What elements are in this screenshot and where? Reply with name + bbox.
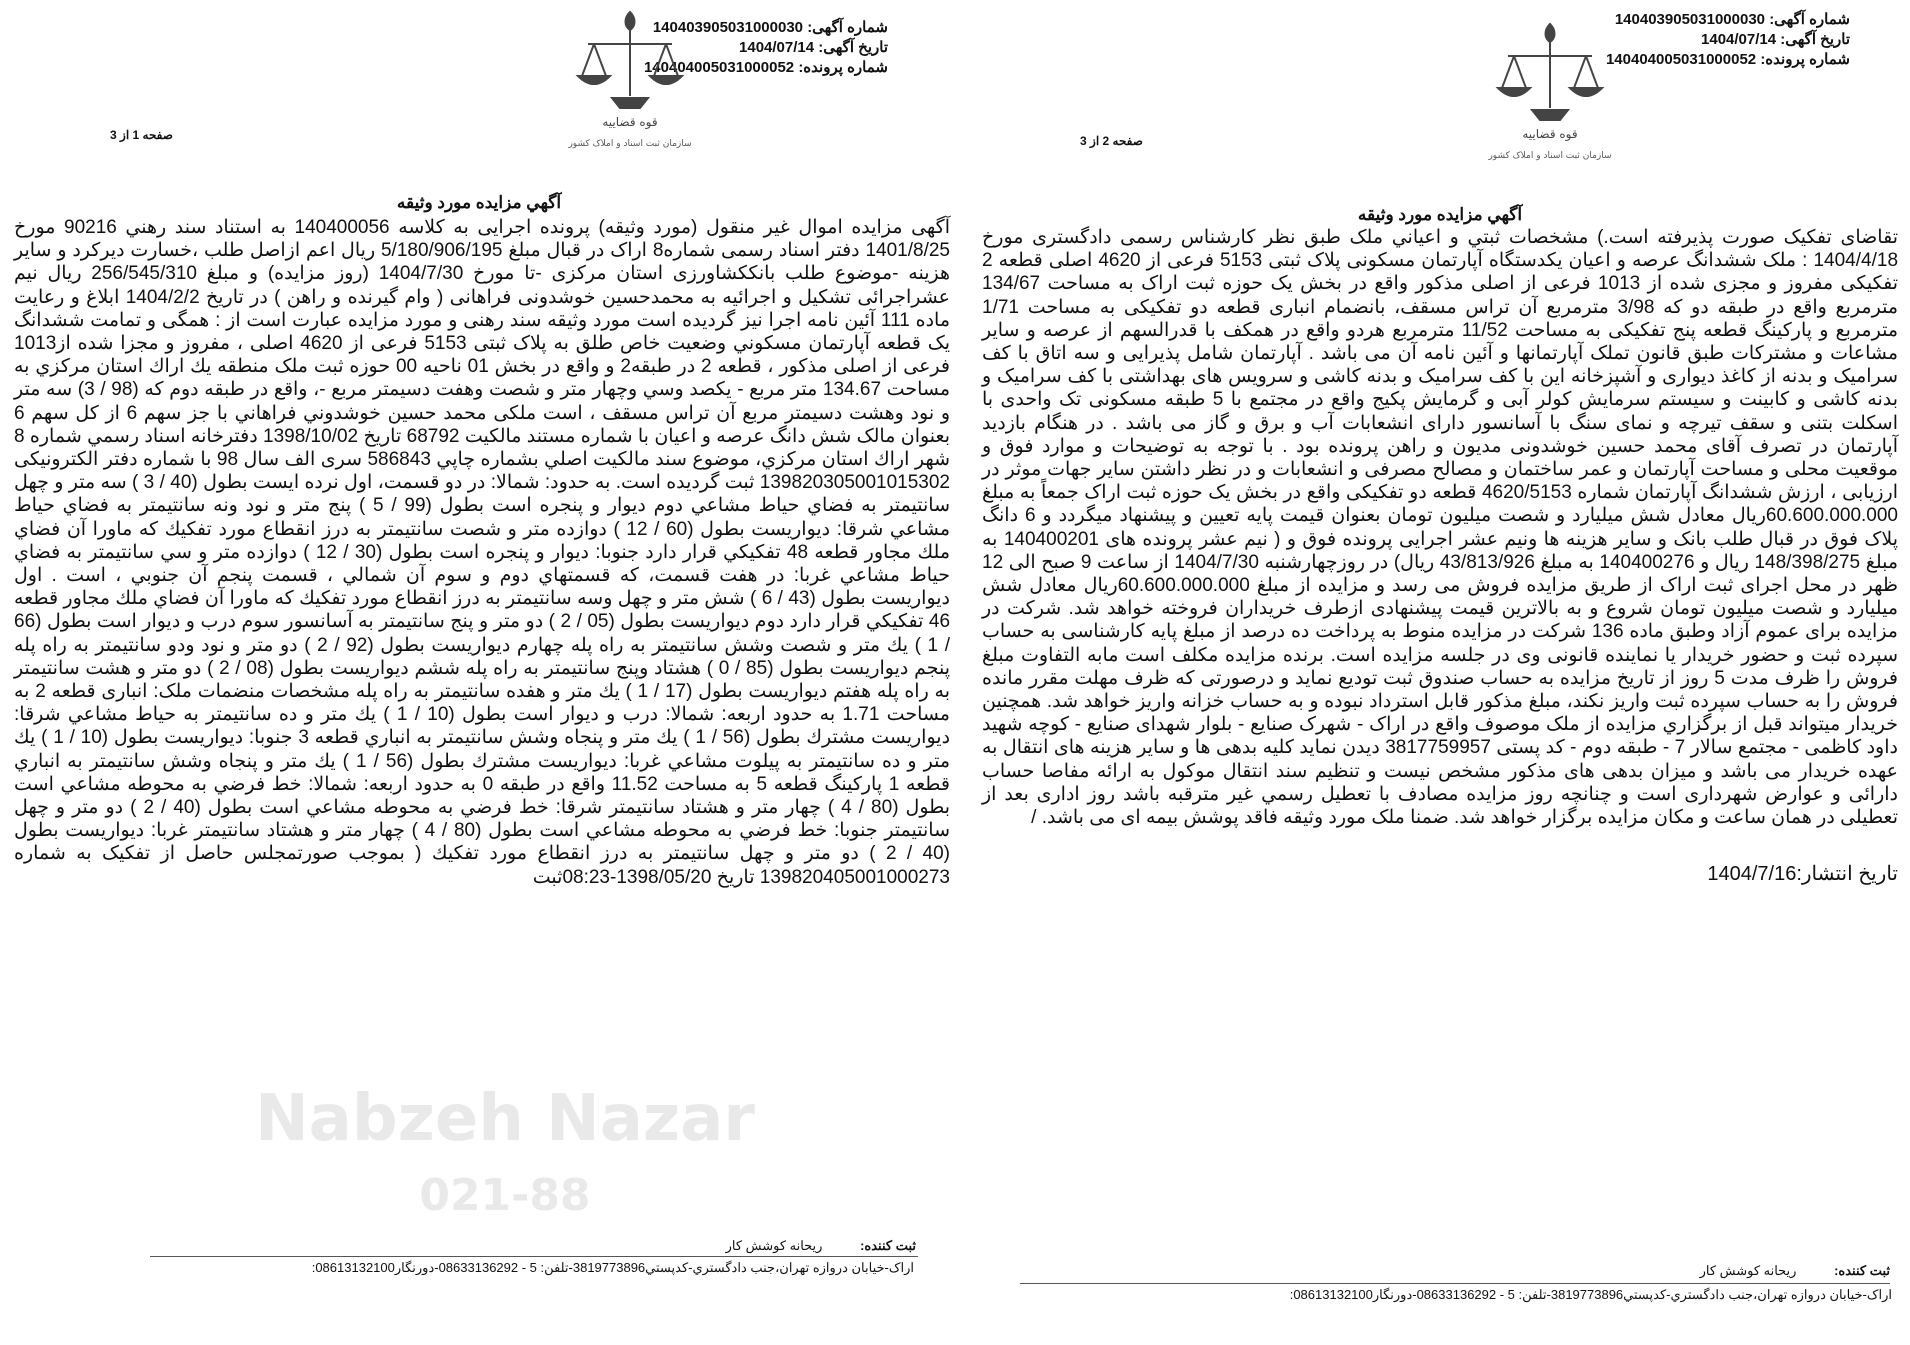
- emblem-org-name: قوه قضاییه: [1522, 127, 1578, 141]
- footer-address: اراک-خیابان دروازه تهران،جنب دادگستري-کدپستي3819773896-تلفن: 5 - 08633136292-دورنگار08613132100:: [311, 1260, 914, 1275]
- watermark-brand: Nabzeh Nazar: [255, 1082, 755, 1156]
- notice-page-2: [970, 0, 1910, 1345]
- case-number-label: شماره پرونده:: [798, 59, 888, 76]
- notice-meta: [1606, 10, 1850, 70]
- judiciary-emblem-icon: [1480, 16, 1620, 166]
- notice-body: [982, 226, 1898, 886]
- case-number: 140404005031000052: [643, 59, 795, 76]
- footer-divider: [1020, 1283, 1890, 1284]
- case-number: 140404005031000052: [1605, 51, 1757, 68]
- registrar-name: ریحانه کوشش کار: [725, 1238, 823, 1253]
- watermark-phone: 021-88: [419, 1170, 591, 1221]
- notice-body-text: تقاضای تفکیک صورت پذیرفته است.) مشخصات ثبتي و اعياني ملک طبق نظر کارشناس رسمی دادگستری مورخ 1404/4/18 : ملک ششدانگ عرصه و اعیان یکدستگاه آپارتمان مسکونی پلاک ثبتی 5153 فرعی از 4620 اصلی قطعه 2 تفکیکی مفروز و مجزی شده از 1013 فرعی از اصلی مذکور واقع در بخش یک حوزه ثبت اراک به مساحت 134/67 مترمربع واقع در طبقه دو که 3/98 مترمربع آن تراس مسقف، بانضمام انباری قطعه دو تفکیکی به مساحت 1/71 مترمربع و پارکینگ قطعه پنج تفکیکی به مساحت 11/52 مترمربع هردو واقع در همکف با قدرالسهم از عرصه و سایر مشاعات و مشترکات طبق قانون تملک آپارتمانها و آئین نامه آن می باشد . آپارتمان شامل پذیرایی و سه اتاق با کف سرامیک و بدنه از کاغذ دیواری و آشپزخانه این با کف سرامیک و بدنه کاشی و سرویس های بهداشتی با کف سرامیک و بدنه کاشی و کابینت و سیستم سرمایش کولر آبی و گرمایش پکیج واقع در مجتمع با 5 طبقه مسکونی تک واحدی با اسکلت بتنی و سقف تیرچه و نمای سنگ با آسانسور دارای انشعابات آب و برق و گاز می باشد . در هنگام بازدید آپارتمان در تصرف آقای محمد حسین خوشدونی مدیون و راهن پرونده بود . با توجه به توضیحات و موارد فوق و موقعیت محلی و مساحت آپارتمان و عمر ساختمان و مصالح مصرفی و انشعابات و در نظر داشتن سایر جهات موثر در ارزیابی ، ارزش ششدانگ آپارتمان شماره 4620/5153 قطعه دو تفکیکی واقع در بخش یک حوزه ثبت اراک جمعاً به مبلغ 60.600.000.000ريال معادل شش میلیارد و شصت میلیون تومان بعنوان قیمت پایه تعیین و پیشنهاد میگردد و 6 دانگ پلاک فوق در قبال طلب بانک و سایر هزینه ها ونیم عشر اجرایی پرونده فوق و ( نیم عشر پرونده های 140400201 به مبلغ 148/398/275 ریال و 140400276 به مبلغ 43/813/926 ریال) در روزچهارشنبه 1404/7/30 از ساعت 9 صبح الی 12 ظهر در محل اجرای ثبت اراک از طریق مزایده فروش می رسد و مزایده از مبلغ 60.600.000.000ريال معادل شش میلیارد و شصت میلیون تومان شروع و به بالاترین قیمت پیشنهادی ازطرف خریداران فروخته خواهد شد. شرکت در مزایده برای عموم آزاد وطبق ماده 136 شرکت در مزایده منوط به پرداخت ده درصد از مبلغ پایه کارشناسی به حساب سپرده ثبت و حضور خریدار یا نماینده قانونی وی در جلسه مزایده است. برنده مزایده مکلف است مابه التفاوت مبلغ فروش را ظرف مدت 5 روز از تاریخ مزایده به حساب صندوق ثبت تودیع نماید و درصورتی که ظرف مهلت مقرر مانده فروش را به حساب سپرده ثبت واریز نکند، مبلغ مذکور قابل استرداد نبوده و به حساب خزانه واریز خواهد شد. همچنین خریدار میتواند قبل از برگزاري مزايده از ملک موصوف واقع در اراک - شهرک صنایع - بلوار شهدای صنایع - کوچه شهید داود کاظمی - مجتمع سالار 7 - طبقه دوم - کد پستی 3817759957 دیدن نماید کلیه بدهی ها و سایر هزینه های انتقال به عهده خریدار می باشد و میزان بدهی های مذکور مشخص نیست و تنظیم سند انتقال موکول به ارائه مفاصا حساب دارائی و عوارض شهرداری است و چنانچه روز مزایده مصادف با تعطیل رسمي غير مترقبه باشد روز اداری بعد از تعطیلی در همان ساعت و مکان مزایده برگزار خواهد شد. ضمنا ملک مورد وثیقه فاقد پوشش بیمه ای می باشد. /: [982, 227, 1899, 829]
- registrar: [726, 1238, 916, 1254]
- notice-date: 1404/07/14: [739, 39, 815, 56]
- notice-date-label: تاریخ آگهی:: [818, 39, 888, 56]
- registrar: [1700, 1263, 1890, 1279]
- notice-date: 1404/07/14: [1701, 31, 1777, 48]
- footer-address: اراک-خیابان دروازه تهران،جنب دادگستري-کدپستي3819773896-تلفن: 5 - 08633136292-دورنگار08613132100:: [1289, 1287, 1892, 1302]
- registrar-label: ثبت کننده:: [860, 1238, 916, 1253]
- registrar-label: ثبت کننده:: [1834, 1263, 1890, 1278]
- notice-date-label: تاریخ آگهی:: [1780, 31, 1850, 48]
- notice-number-label: شماره آگهی:: [1769, 11, 1850, 28]
- registrar-name: ریحانه کوشش کار: [1699, 1263, 1797, 1278]
- footer-divider: [150, 1256, 918, 1257]
- publish-date: تاریخ انتشار:1404/7/16: [1707, 863, 1898, 886]
- notice-number-label: شماره آگهی:: [807, 19, 888, 36]
- emblem-sub-org: سازمان ثبت اسناد و املاک کشور: [1488, 151, 1612, 161]
- notice-body: [14, 216, 950, 889]
- notice-number: 140403905031000030: [1614, 11, 1766, 28]
- emblem-sub-org: سازمان ثبت اسناد و املاک کشور: [568, 139, 692, 149]
- notice-number: 140403905031000030: [652, 19, 804, 36]
- case-number-label: شماره پرونده:: [1760, 51, 1850, 68]
- page-number: صفحه 1 از 3: [110, 128, 173, 142]
- page-number: صفحه 2 از 3: [1080, 134, 1143, 148]
- notice-title: آگهي مزايده مورد وثيقه: [1357, 205, 1523, 224]
- judiciary-emblem-icon: [560, 4, 700, 154]
- notice-body-text: آگهی مزایده اموال غیر منقول (مورد وثیقه) پرونده اجرایی به کلاسه 140400056 به استناد سند رهني 90216 مورخ 1401/8/25 دفتر اسناد رسمی شماره8 اراک در قبال مبلغ 5/180/906/195 ریال اعم ازاصل طلب ،خسارت دیرکرد و سایر هزینه -موضوع طلب بانککشاورزی استان مرکزی -تا مورخ 1404/7/30 (روز مزایده) و مبلغ 256/545/310 ریال نیم عشراجرائی تشکیل و اجرائیه به محمدحسین خوشدونی فراهانی ( وام گیرنده و راهن ) در تاریخ 1404/2/2 ابلاغ و رعایت ماده 111 آئین نامه اجرا نیز گردیده است مورد وثیقه سند رهنی و مورد مزایده عبارت است از : همگی و تمامت ششدانگ یک قطعه آپارتمان مسکوني وضعیت خاص طلق به پلاک ثبتی 5153 فرعی از 4620 اصلی ، مفروز و مجزا شده از1013 فرعی از اصلی مذکور ، قطعه 2 در طبقه2 و واقع در بخش 01 ناحیه 00 حوزه ثبت ملک منطقه يك اراك استان مرکزي به مساحت 134.67 متر مربع - يكصد وسي وچهار متر و شصت وهفت دسيمتر مربع -، واقع در طبقه دوم كه (98 / 3) سه متر و نود وهشت دسيمتر مربع آن تراس مسقف ، است ملكی محمد حسين خوشدوني فراهاني با جز سهم 6 از كل سهم 6 بعنوان مالک شش دانگ عرصه و اعيان با شماره مستند مالکیت 68792 تاريخ 1398/10/02 دفترخانه اسناد رسمي شماره 8 شهر اراك استان مركزي، موضوع سند مالکیت اصلي بشماره چاپي 586843 سری الف سال 98 با شماره دفتر الکترونیکی 139820305001015302 ثبت گردیده است. به حدود: شمالا: در دو قسمت، اول نرده ايست بطول (40 / 3 ) سه متر و چهل سانتيمتر به فضاي حياط مشاعي دوم ديوار و پنجره است بطول (99 / 5 ) پنج متر و نود ونه سانتيمتر به فضاي حياط مشاعي شرقا: ديواريست بطول (60 / 12 ) دوازده متر و شصت سانتيمتر به درز انقطاع مورد تفكيك كه ماورا آن فضاي ملك مجاور قطعه 48 تفكيكي قرار دارد جنوبا: ديوار و پنجره است بطول (30 / 12 ) دوازده متر و سي سانتيمتر به فضاي حياط مشاعي غربا: در هفت قسمت، كه قسمتهاي دوم و سوم آن شمالي ، قسمت پنجم آن جنوبي ، است . اول ديواريست بطول (43 / 6 ) شش متر و چهل وسه سانتيمتر به درز انقطاع مورد تفكيك كه ماورا آن فضاي ملك مجاور قطعه 46 تفكيكي قرار دارد دوم ديواريست بطول (05 / 2 ) دو متر و پنج سانتيمتر به آسانسور سوم درب و ديوار است بطول (66 / 1 ) يك متر و شصت وشش سانتيمتر به راه پله چهارم ديواريست بطول (92 / 2 ) دو متر و نود ودو سانتيمتر به راه پله پنجم ديواريست بطول (85 / 0 ) هشتاد وپنج سانتيمتر به راه پله ششم ديواريست بطول (08 / 2 ) دو متر و هشت سانتيمتر به راه پله هفتم ديواريست بطول (17 / 1 ) يك متر و هفده سانتيمتر به راه پله مشخصات منضمات ملک: انباری قطعه 2 به مساحت 1.71 به حدود اربعه: شمالا: درب و ديوار است بطول (10 / 1 ) يك متر و ده سانتيمتر به حياط مشاعي شرقا: ديواريست مشترك بطول (56 / 1 ) يك متر و پنجاه وشش سانتيمتر به انباري قطعه 3 جنوبا: ديواريست بطول (10 / 1 ) يك متر و ده سانتيمتر به پيلوت مشاعي غربا: ديواريست مشترك بطول (56 / 1 ) يك متر و پنجاه وشش سانتيمتر به انباري قطعه 1 پارکینگ قطعه 5 به مساحت 11.52 واقع در طبقه 0 به حدود اربعه: شمالا: خط فرضي به محوطه مشاعي است بطول (80 / 4 ) چهار متر و هشتاد سانتيمتر شرقا: خط فرضي به محوطه مشاعي است بطول (40 / 2 ) دو متر و چهل سانتيمتر جنوبا: خط فرضي به محوطه مشاعي است بطول (80 / 4 ) چهار متر و هشتاد سانتيمتر غربا: ديواريست بطول (40 / 2 ) دو متر و چهل سانتيمتر به درز انقطاع مورد تفكيك ( بموجب صورتمجلس حاصل از تفکیک به شماره 139820405001000273 تاریخ 1398/05/20-08:23ثبت: [14, 217, 951, 888]
- emblem-org-name: قوه قضاییه: [602, 115, 658, 129]
- notice-title: آگهي مزايده مورد وثيقه: [396, 193, 562, 212]
